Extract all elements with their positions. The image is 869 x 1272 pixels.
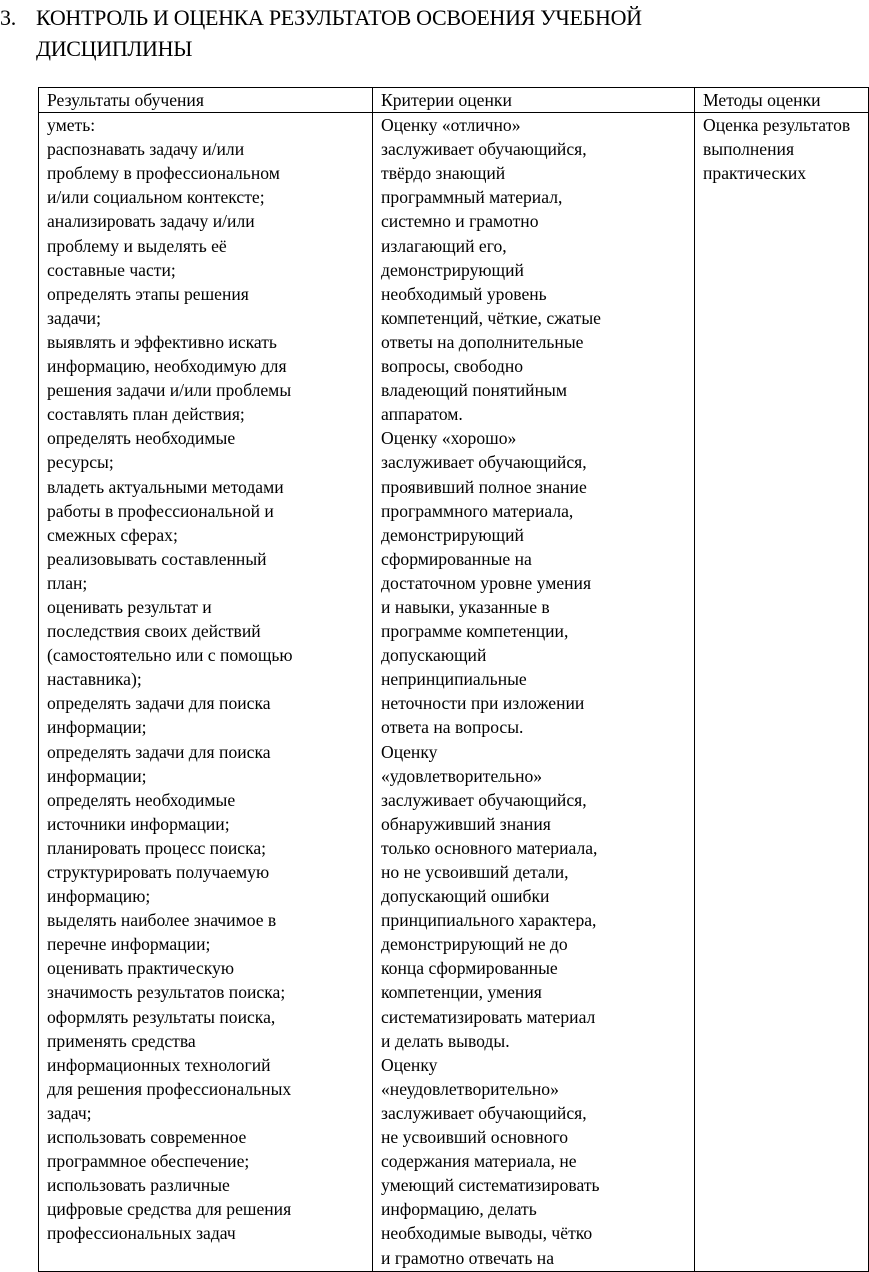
table-header-row: [39, 88, 869, 113]
section-title-part-1: КОНТРОЛЬ И ОЦЕНКА РЕЗУЛЬТАТОВ ОСВОЕНИЯ УЧЕБНОЙ: [36, 5, 642, 30]
results-line: анализировать задачу и/или: [47, 211, 255, 232]
criteria-line: сформированные на: [381, 548, 532, 569]
results-line: программное обеспечение;: [47, 1151, 250, 1172]
section-title-part-2: ДИСЦИПЛИНЫ: [36, 36, 193, 61]
criteria-line: неточности при изложении: [381, 693, 585, 714]
results-line: оформлять результаты поиска,: [47, 1006, 276, 1027]
assessment-table: [38, 87, 869, 1272]
criteria-line: проявивший полное знание: [381, 476, 587, 497]
criteria-line: Оценку «отлично»: [381, 115, 521, 136]
heading-line-1: [0, 2, 800, 33]
results-line: проблему в профессиональном: [47, 163, 280, 184]
criteria-line: твёрдо знающий: [381, 163, 506, 184]
results-line: оценивать практическую: [47, 958, 234, 979]
results-line: применять средства: [47, 1030, 196, 1051]
section-number: 3.: [0, 5, 16, 30]
header-assessment-criteria: Критерии оценки: [373, 88, 695, 113]
results-line: уметь:: [47, 115, 96, 136]
header-assessment-methods: Методы оценки: [695, 88, 869, 113]
results-line: для решения профессиональных: [47, 1078, 292, 1099]
results-line: (самостоятельно или с помощью: [47, 645, 293, 666]
criteria-line: обнаруживший знания: [381, 813, 551, 834]
header-learning-results: Результаты обучения: [39, 88, 373, 113]
results-line: распознавать задачу и/или: [47, 139, 245, 160]
results-line: планировать процесс поиска;: [47, 837, 267, 858]
criteria-line: системно и грамотно: [381, 211, 539, 232]
results-line: последствия своих действий: [47, 621, 261, 642]
results-line: профессиональных задач: [47, 1223, 236, 1244]
results-line: проблему и выделять её: [47, 235, 227, 256]
section-heading: [0, 2, 800, 64]
criteria-line: заслуживает обучающийся,: [381, 139, 587, 160]
results-line: определять необходимые: [47, 789, 236, 810]
results-line: значимость результатов поиска;: [47, 982, 286, 1003]
criteria-line: Оценку: [381, 741, 438, 762]
criteria-line: необходимый уровень: [381, 283, 547, 304]
results-line: информацию;: [47, 886, 151, 907]
results-line: задачи;: [47, 307, 101, 328]
heading-line-2: [0, 33, 800, 64]
table-row: [39, 113, 869, 1272]
criteria-line: программе компетенции,: [381, 621, 569, 642]
results-line: выделять наиболее значимое в: [47, 910, 277, 931]
criteria-line: вопросы, свободно: [381, 356, 524, 377]
results-line: источники информации;: [47, 813, 230, 834]
results-line: решения задачи и/или проблемы: [47, 380, 292, 401]
criteria-line: но не усвоивший детали,: [381, 862, 569, 882]
results-line: владеть актуальными методами: [47, 476, 284, 497]
criteria-line: конца сформированные: [381, 958, 558, 979]
cell-learning-results: [39, 113, 373, 1272]
criteria-line: принципиального характера,: [381, 910, 597, 931]
criteria-line: демонстрирующий: [381, 259, 524, 280]
results-line: задач;: [47, 1102, 92, 1123]
criteria-line: излагающий его,: [381, 235, 507, 256]
criteria-line: не усвоивший основного: [381, 1127, 569, 1148]
criteria-line: Оценку «хорошо»: [381, 428, 517, 449]
results-line: работы в профессиональной и: [47, 500, 274, 521]
results-line: смежных сферах;: [47, 524, 178, 545]
results-line: наставника);: [47, 669, 142, 690]
results-line: информации;: [47, 765, 147, 786]
results-line: использовать современное: [47, 1127, 247, 1148]
criteria-line: достаточном уровне умения: [381, 572, 592, 593]
criteria-line: информацию, делать: [381, 1199, 537, 1220]
results-line: определять этапы решения: [47, 283, 249, 304]
criteria-line: допускающий: [381, 645, 487, 666]
results-line: цифровые средства для решения: [47, 1199, 292, 1220]
criteria-line: заслуживает обучающийся,: [381, 452, 587, 473]
criteria-line: программного материала,: [381, 500, 574, 521]
criteria-line: компетенций, чёткие, сжатые: [381, 307, 601, 328]
criteria-line: необходимые выводы, чётко: [381, 1223, 593, 1244]
methods-line: выполнения: [703, 139, 795, 160]
results-line: определять необходимые: [47, 428, 236, 449]
criteria-line: допускающий ошибки: [381, 886, 550, 907]
criteria-line: демонстрирующий не до: [381, 934, 568, 955]
criteria-line: «удовлетворительно»: [381, 765, 543, 786]
criteria-line: Оценку: [381, 1054, 438, 1075]
criteria-line: компетенции, умения: [381, 982, 542, 1003]
criteria-line: заслуживает обучающийся,: [381, 1102, 587, 1123]
criteria-line: аппаратом.: [381, 404, 463, 425]
results-line: ресурсы;: [47, 452, 114, 473]
criteria-line: программный материал,: [381, 187, 563, 208]
results-line: и/или социальном контексте;: [47, 187, 265, 208]
results-line: определять задачи для поиска: [47, 693, 271, 714]
criteria-line: систематизировать материал: [381, 1006, 596, 1027]
results-line: составлять план действия;: [47, 404, 245, 425]
criteria-line: содержания материала, не: [381, 1151, 577, 1172]
criteria-line: ответа на вопросы.: [381, 717, 524, 738]
results-line: информацию, необходимую для: [47, 356, 287, 377]
assessment-table-container: [38, 87, 851, 1269]
criteria-line: ответы на дополнительные: [381, 331, 584, 352]
results-line: использовать различные: [47, 1175, 230, 1196]
results-line: определять задачи для поиска: [47, 741, 271, 762]
criteria-line: демонстрирующий: [381, 524, 524, 545]
criteria-line: «неудовлетворительно»: [381, 1078, 559, 1099]
criteria-line: и делать выводы.: [381, 1030, 510, 1051]
results-line: перечне информации;: [47, 934, 211, 955]
results-line: выявлять и эффективно искать: [47, 331, 277, 352]
cell-assessment-criteria: [373, 113, 695, 1272]
results-line: реализовывать составленный: [47, 548, 267, 569]
criteria-line: владеющий понятийным: [381, 380, 567, 401]
criteria-line: и грамотно отвечать на: [381, 1247, 554, 1268]
methods-line: практических: [703, 163, 807, 184]
criteria-line: непринципиальные: [381, 669, 527, 690]
criteria-line: и навыки, указанные в: [381, 596, 550, 617]
results-line: информационных технологий: [47, 1054, 271, 1075]
results-line: план;: [47, 572, 88, 593]
cell-assessment-methods: [695, 113, 869, 1272]
results-line: структурировать получаемую: [47, 862, 270, 882]
criteria-line: только основного материала,: [381, 837, 598, 858]
results-line: информации;: [47, 717, 147, 738]
methods-line: Оценка результатов: [703, 115, 851, 136]
criteria-line: умеющий систематизировать: [381, 1175, 600, 1196]
results-line: составные части;: [47, 259, 176, 280]
results-line: оценивать результат и: [47, 596, 212, 617]
criteria-line: заслуживает обучающийся,: [381, 789, 587, 810]
